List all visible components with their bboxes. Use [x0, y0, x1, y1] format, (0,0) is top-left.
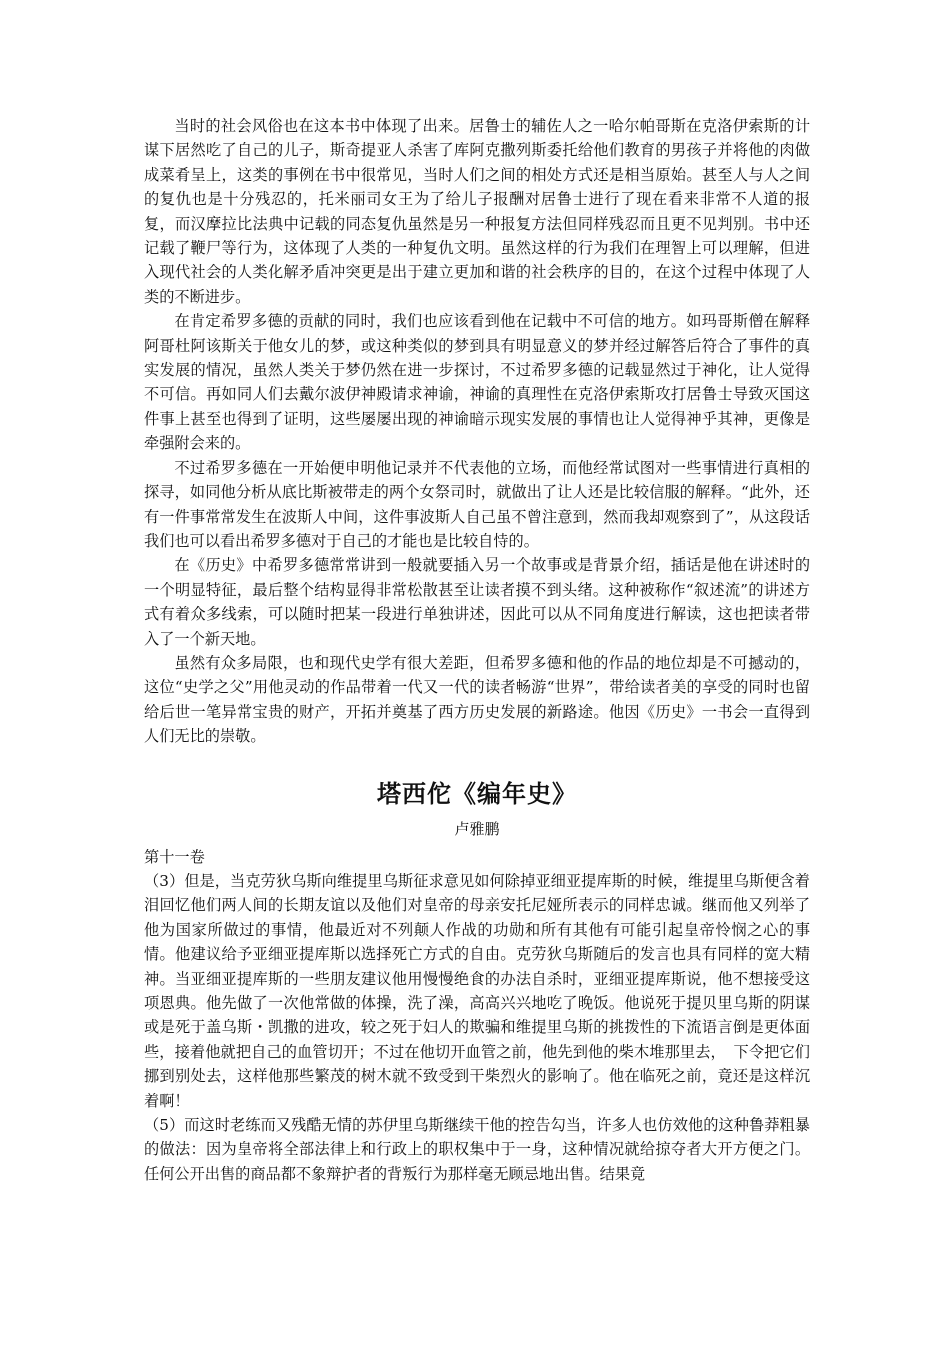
- section-author: 卢雅鹏: [454, 819, 500, 838]
- section-paragraph-3: （3）但是，当克劳狄乌斯向维提里乌斯征求意见如何除掉亚细亚提库斯的时候，维提里乌斯便含着泪回忆他们两人间的长期友谊以及他们对皇帝的母亲安托尼娅所表示的同样忠诚。继而他又列举了他为国家所做过的事情，他最近对不列颠人作战的功勋和所有其他有可能引起皇帝怜悯之心的事情。他建议给予亚细亚提库斯以选择死亡方式的自由。克劳狄乌斯随后的发言也具有同样的宽大精神。当亚细亚提库斯的一些朋友建议他用慢慢绝食的办法自杀时，亚细亚提库斯说，他不想接受这项恩典。他先做了一次他常做的体操，洗了澡，高高兴兴地吃了晚饭。他说死于提贝里乌斯的阴谋或是死于盖乌斯・凯撒的进攻，较之死于妇人的欺骗和维提里乌斯的挑拨性的下流语言倒是更体面些，接着他就把自己的血管切开；不过在他切开血管之前，他先到他的柴木堆那里去， 下令把它们挪到别处去，这样他那些繁茂的树木就不致受到干柴烈火的影响了。他在临死之前，竟还是这样沉着啊！: [144, 871, 810, 1110]
- section-paragraph-5: （5）而这时老练而又残酷无情的苏伊里乌斯继续干他的控告勾当，许多人也仿效他的这种鲁莽粗暴的做法：因为皇帝将全部法律上和行政上的职权集中于一身，这种情况就给掠夺者大开方便之门。任何公开出售的商品都不象辩护者的背叛行为那样毫无顾忌地出售。结果竟: [144, 1116, 810, 1183]
- essay-paragraph-4: 在《历史》中希罗多德常常讲到一般就要插入另一个故事或是背景介绍，插话是他在讲述时的一个明显特征，最后整个结构显得非常松散甚至让读者摸不到头绪。这种被称作“叙述流”的讲述方式有着众多线索，可以随时把某一段进行单独讲述，因此可以从不同角度进行解读，这也把读者带入了一个新天地。: [144, 556, 810, 648]
- essay-paragraph-2: 在肯定希罗多德的贡献的同时，我们也应该看到他在记载中不可信的地方。如玛哥斯僧在解释阿哥杜阿该斯关于他女儿的梦，或这种类似的梦到具有明显意义的梦并经过解答后符合了事件的真实发展的情况，虽然人类关于梦仍然在进一步探讨，不过希罗多德的记载显然过于神化，让人觉得不可信。再如同人们去戴尔波伊神殿请求神谕，神谕的真理性在克洛伊索斯攻打居鲁士导致灭国这件事上甚至也得到了证明，这些屡屡出现的神谕暗示现实发展的事情也让人觉得神乎其神，更像是牵强附会来的。: [144, 312, 810, 453]
- essay-paragraph-3: 不过希罗多德在一开始便申明他记录并不代表他的立场，而他经常试图对一些事情进行真相的探寻，如同他分析从底比斯被带走的两个女祭司时，就做出了让人还是比较信服的解释。“此外，还有一件事常常发生在波斯人中间，这件事波斯人自己虽不曾注意到，然而我却观察到了”，从这段话我们也可以看出希罗多德对于自己的才能也是比较自恃的。: [144, 458, 810, 550]
- document-page: [144, 114, 810, 1186]
- essay-paragraph-5: 虽然有众多局限，也和现代史学有很大差距，但希罗多德和他的作品的地位却是不可撼动的，这位“史学之父”用他灵动的作品带着一代又一代的读者畅游“世界”，带给读者美的享受的同时也留给后世一笔异常宝贵的财产，开拓并奠基了西方历史发展的新路途。他因《历史》一书会一直得到人们无比的崇敬。: [144, 653, 810, 746]
- essay-paragraph-1: 当时的社会风俗也在这本书中体现了出来。居鲁士的辅佐人之一哈尔帕哥斯在克洛伊索斯的计谋下居然吃了自己的儿子，斯奇提亚人杀害了库阿克撒列斯委托给他们教育的男孩子并将他的肉做成菜肴呈上，这类的事例在书中很常见，当时人们之间的相处方式还是相当原始。甚至人与人之间的复仇也是十分残忍的，托米丽司女王为了给儿子报酬对居鲁士进行了现在看来非常不人道的报复，而汉摩拉比法典中记载的同态复仇虽然是另一种报复方法但同样残忍而且更不见判别。书中还记载了鞭尸等行为，这体现了人类的一种复仇文明。虽然这样的行为我们在理智上可以理解，但进入现代社会的人类化解矛盾冲突更是出于建立更加和谐的社会秩序的目的，在这个过程中体现了人类的不断进步。: [144, 117, 810, 306]
- section-title: 塔西佗《编年史》: [377, 778, 577, 808]
- volume-heading: 第十一卷: [144, 847, 205, 866]
